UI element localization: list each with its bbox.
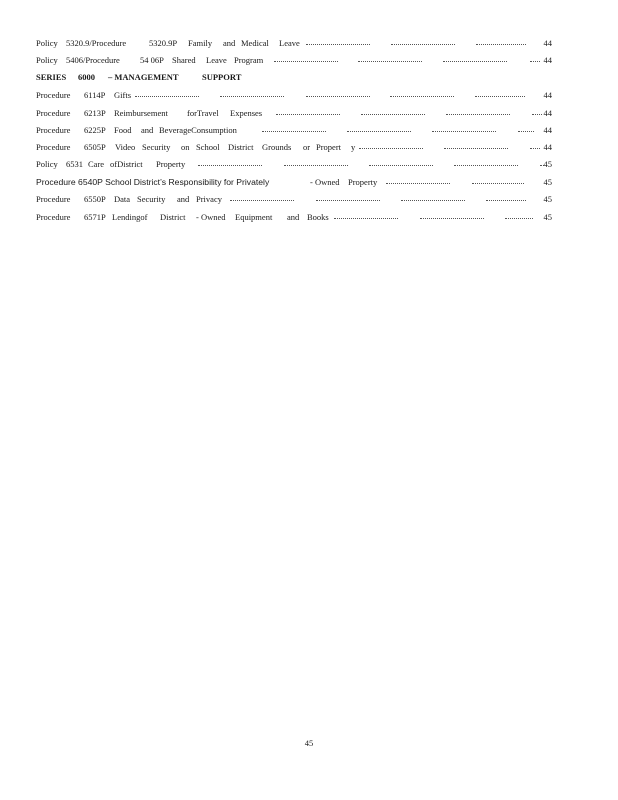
- entry-type: Procedure: [36, 90, 71, 100]
- entry-title-word: Lendingof: [112, 212, 148, 222]
- dot-leader: [386, 183, 450, 184]
- entry-type: Policy: [36, 159, 58, 169]
- entry-code: 6225P: [84, 125, 106, 135]
- page-number: 44: [543, 90, 552, 100]
- dot-leader: [443, 61, 507, 62]
- entry-title-word: and: [287, 212, 300, 222]
- entry-code: 54 06P: [140, 55, 164, 65]
- dot-leader: [347, 131, 411, 132]
- entry-title-word: Reimbursement: [114, 108, 168, 118]
- dot-leader: [306, 44, 370, 45]
- entry-title-word: forTravel: [187, 108, 219, 118]
- dot-leader: [530, 61, 540, 62]
- entry-type: Procedure: [36, 142, 71, 152]
- entry-title-word: and: [223, 38, 236, 48]
- entry-title-word: Security: [137, 194, 166, 204]
- dot-leader: [420, 218, 484, 219]
- page-number: 45: [543, 194, 552, 204]
- dot-leader: [198, 165, 262, 166]
- entry-title: Procedure 6540P School District’s Responsibility for Privately: [36, 177, 270, 187]
- dot-leader: [532, 114, 542, 115]
- series-title-word: SUPPORT: [202, 72, 242, 82]
- dot-leader: [359, 148, 423, 149]
- dot-leader: [472, 183, 524, 184]
- entry-title-word: Family: [188, 38, 213, 48]
- entry-title-word: ofDistrict: [110, 159, 143, 169]
- entry-type: Policy: [36, 38, 58, 48]
- entry-title-word: Video: [115, 142, 136, 152]
- entry-title-word: Shared: [172, 55, 196, 65]
- dot-leader: [391, 44, 455, 45]
- entry-number: 5320.9/Procedure: [66, 38, 127, 48]
- entry-title-word: Data: [114, 194, 131, 204]
- dot-leader: [276, 114, 340, 115]
- toc-entry: [36, 140, 552, 154]
- dot-leader: [432, 131, 496, 132]
- series-number: 6000: [78, 72, 95, 82]
- entry-title-word: Care: [88, 159, 105, 169]
- dot-leader: [274, 61, 338, 62]
- series-label: SERIES: [36, 72, 67, 82]
- dot-leader: [454, 165, 518, 166]
- entry-code: 5320.9P: [149, 38, 178, 48]
- dot-leader: [530, 148, 540, 149]
- entry-title-word: Security: [142, 142, 171, 152]
- dot-leader: [284, 165, 348, 166]
- entry-title-word: Books: [307, 212, 329, 222]
- dot-leader: [358, 61, 422, 62]
- dot-leader: [361, 114, 425, 115]
- toc-entry: [36, 36, 552, 50]
- dot-leader: [475, 96, 525, 97]
- series-heading: [36, 70, 552, 84]
- entry-title-word: Medical: [241, 38, 269, 48]
- entry-code: 6213P: [84, 108, 106, 118]
- entry-title-word: and: [177, 194, 190, 204]
- dot-leader: [476, 44, 526, 45]
- entry-title-word: District: [228, 142, 254, 152]
- dot-leader: [334, 218, 398, 219]
- toc-entry: [36, 175, 552, 189]
- entry-title-word: Leave: [206, 55, 227, 65]
- entry-type: Procedure: [36, 125, 71, 135]
- entry-type: Policy: [36, 55, 58, 65]
- entry-title-word: Leave: [279, 38, 300, 48]
- entry-title-word: Food: [114, 125, 132, 135]
- dot-leader: [262, 131, 326, 132]
- toc-entry: [36, 157, 552, 171]
- entry-number: 6531: [66, 159, 83, 169]
- entry-title-word: or: [303, 142, 311, 152]
- entry-title-word: - Owned: [196, 212, 226, 222]
- dot-leader: [518, 131, 534, 132]
- dot-leader: [505, 218, 533, 219]
- entry-title-word: Grounds: [262, 142, 292, 152]
- entry-code: 6505P: [84, 142, 106, 152]
- entry-title-word: Program: [234, 55, 264, 65]
- toc-entry: [36, 123, 552, 137]
- entry-title-word: District: [160, 212, 186, 222]
- page-number: 45: [543, 159, 552, 169]
- page-number: 45: [543, 212, 552, 222]
- page-number: 45: [543, 177, 552, 187]
- entry-title-word: y: [351, 142, 356, 152]
- page-number: 44: [543, 55, 552, 65]
- entry-number: 5406/Procedure: [66, 55, 120, 65]
- page-number: 44: [543, 142, 552, 152]
- entry-code: 6114P: [84, 90, 106, 100]
- toc-entry: [36, 88, 552, 102]
- dot-leader: [401, 200, 465, 201]
- series-title-word: – MANAGEMENT: [108, 72, 179, 82]
- dot-leader: [444, 148, 508, 149]
- entry-type: Procedure: [36, 194, 71, 204]
- page-number: 44: [543, 125, 552, 135]
- entry-code: 6550P: [84, 194, 106, 204]
- dot-leader: [220, 96, 284, 97]
- dot-leader: [230, 200, 294, 201]
- entry-title-word: Privacy: [196, 194, 222, 204]
- entry-type: Procedure: [36, 212, 71, 222]
- page-number: 44: [543, 108, 552, 118]
- dot-leader: [306, 96, 370, 97]
- entry-title-word: Propert: [316, 142, 342, 152]
- page-number: 44: [543, 38, 552, 48]
- dot-leader: [446, 114, 510, 115]
- entry-code: 6571P: [84, 212, 106, 222]
- entry-title-word: Gifts: [114, 90, 131, 100]
- entry-type: Procedure: [36, 108, 71, 118]
- entry-title-word: and: [141, 125, 154, 135]
- entry-title-word: - Owned: [310, 177, 340, 187]
- dot-leader: [390, 96, 454, 97]
- entry-title-word: Equipment: [235, 212, 273, 222]
- dot-leader: [369, 165, 433, 166]
- dot-leader: [135, 96, 199, 97]
- toc-entry: [36, 192, 552, 206]
- entry-title-word: School: [196, 142, 220, 152]
- dot-leader: [486, 200, 526, 201]
- entry-title-word: BeverageConsumption: [159, 125, 237, 135]
- entry-title-word: Property: [156, 159, 186, 169]
- entry-title-word: Property: [348, 177, 378, 187]
- dot-leader: [316, 200, 380, 201]
- entry-title-word: on: [181, 142, 190, 152]
- toc-entry: [36, 53, 552, 67]
- page-footer-number: 45: [304, 738, 314, 748]
- toc-entry: [36, 210, 552, 224]
- toc-entry: [36, 106, 552, 120]
- entry-title-word: Expenses: [230, 108, 263, 118]
